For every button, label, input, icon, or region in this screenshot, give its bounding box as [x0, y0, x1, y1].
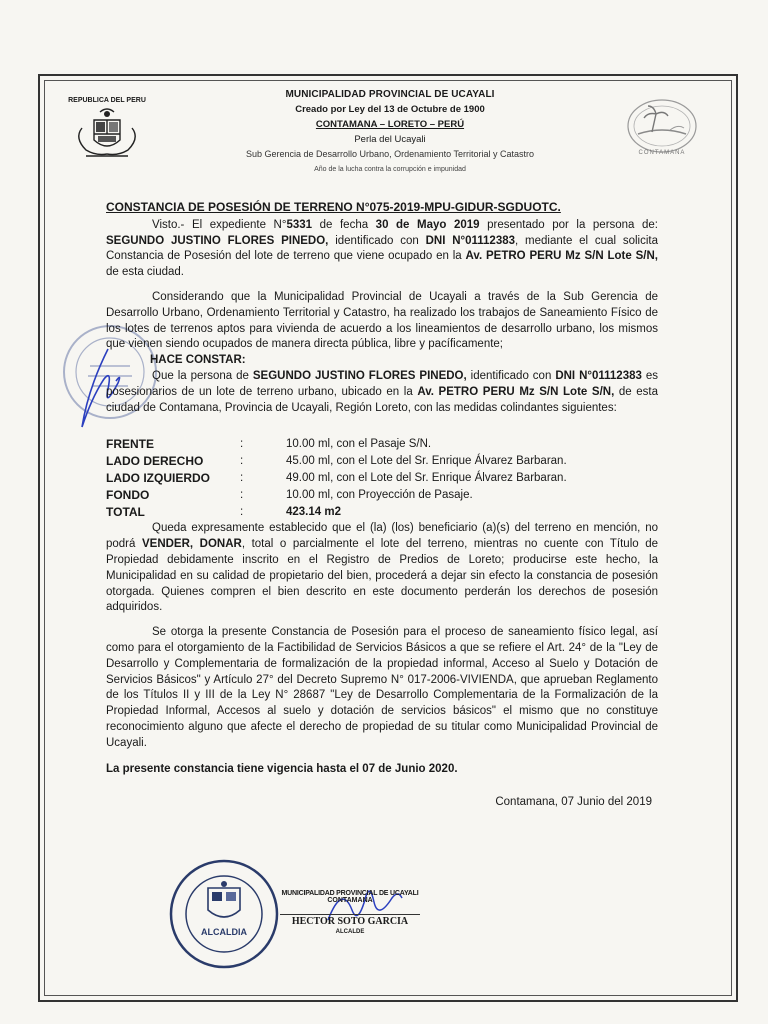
signature-block	[270, 890, 430, 935]
institution-name: MUNICIPALIDAD PROVINCIAL DE UCAYALI	[285, 89, 495, 100]
signatory-name: HECTOR SOTO GARCIA	[280, 914, 420, 927]
creation-law: Creado por Ley del 13 de Octubre de 1900	[295, 104, 485, 115]
letterhead	[210, 87, 570, 177]
department-line: Sub Gerencia de Desarrollo Urbano, Ordenamiento Territorial y Catastro	[246, 149, 534, 159]
validity-statement: La presente constancia tiene vigencia hasta el 07 de Junio 2020.	[106, 762, 458, 775]
paragraph-considerando: Considerando que la Municipalidad Provincial de Ucayali a través de la Sub Gerencia de Desarrollo Urbano, Ordenamiento Territorial y Catastro, ha realizado los trabajos de Saneamiento Físico de los lotes de terrenos aptos para vivienda de acuerdo a los lineamientos de desarrollo urbano, los mismos que vienen siendo ocupados de manera directa pública, libre y pacíficamente;	[106, 290, 658, 351]
measure-row: FRENTE : 10.00 ml, con el Pasaje S/N.	[106, 437, 432, 452]
municipal-seal-icon	[168, 858, 280, 970]
location-line: CONTAMANA – LORETO – PERÚ	[315, 119, 465, 130]
motto-line: Perla del Ucayali	[354, 134, 426, 145]
right-crest-caption: CONTAMANA	[638, 150, 686, 156]
signature-org: MUNICIPALIDAD PROVINCIAL DE UCAYALI	[281, 890, 419, 897]
document-title: CONSTANCIA DE POSESIÓN DE TERRENO N°075-2019-MPU-GIDUR-SGDUOTC.	[106, 200, 561, 214]
measure-row: LADO IZQUIERDO : 49.00 ml, con el Lote del Sr. Enrique Álvarez Barbaran.	[106, 471, 567, 486]
document-body	[106, 200, 658, 811]
measure-row-total: TOTAL : 423.14 m2	[106, 505, 341, 520]
paragraph-visto: Visto.- El expediente N°5331 de fecha 30 de Mayo 2019 presentado por la persona de: SEGUNDO JUSTINO FLORES PINEDO, identificado con DNI N°01112383, mediante el cual solicita Constancia de Posesión del lote de terreno que viene ocupado en la Av. PETRO PERU Mz S/N Lote S/N, de esta ciudad.	[106, 218, 659, 279]
left-crest-caption: REPUBLICA DEL PERU	[68, 97, 146, 104]
signatory-role: ALCALDE	[335, 929, 365, 935]
peru-coat-of-arms-icon	[62, 98, 152, 168]
hace-constar-heading: HACE CONSTAR:	[150, 354, 246, 367]
measure-row: LADO DERECHO : 45.00 ml, con el Lote del Sr. Enrique Álvarez Barbaran.	[106, 454, 567, 469]
measure-row: FONDO : 10.00 ml, con Proyección de Pasaje.	[106, 488, 473, 503]
issue-date: Contamana, 07 Junio del 2019	[495, 796, 652, 809]
measures-table	[106, 436, 658, 521]
paragraph-otorga: Se otorga la presente Constancia de Posesión para el proceso de saneamiento físico legal, así como para el otorgamiento de la Factibilidad de Servicios Básicos a que se refiere el Art. 24° de la "Ley de Desarrollo y Complementaria de formalización de la propiedad informal, Acceso al Suelo y Dotación de Servicios Básicos" y Artículo 27° del Decreto Supremo N° 017-2006-VIVIENDA, que aprueban Reglamento de los Títulos II y III de la Ley N° 28687 "Ley de Desarrollo Complementaria de la Formalización de la Propiedad Informal, Accesos al suelo y dotación de servicios básicos" el mismo que no constituye reconocimiento alguno que afecte el derecho de propiedad de su titular como Municipalidad Provincial de Ucayali.	[106, 626, 658, 749]
seal-center-label: ALCALDIA	[201, 927, 247, 937]
year-slogan: Año de la lucha contra la corrupción e impunidad	[314, 166, 466, 173]
signature-city: CONTAMANA	[327, 897, 373, 904]
paragraph-constancia: Que la persona de SEGUNDO JUSTINO FLORES PINEDO, identificado con DNI N°01112383 es posesionarios de un lote de terreno urbano, ubicado en la Av. PETRO PERU Mz S/N Lote S/N, de esta ciudad de Contamana, Provincia de Ucayali, Región Loreto, con las medidas colindantes siguientes:	[106, 369, 658, 414]
paragraph-restriccion: Queda expresamente establecido que el (la) (los) beneficiario (a)(s) del terreno en mención, no podrá VENDER, DONAR, total o parcialmente el lote del terreno, mientras no cuente con Título de Propiedad debidamente inscrito en el Registro de Predios de Loreto; producirse este hecho, la Municipalidad en su calidad de propietario del bien, procederá a dejar sin efecto la constancia de posesión otorgada. Quienes compren el bien descrito en este documento perderán los derechos de posesión adquiridos.	[106, 522, 659, 614]
